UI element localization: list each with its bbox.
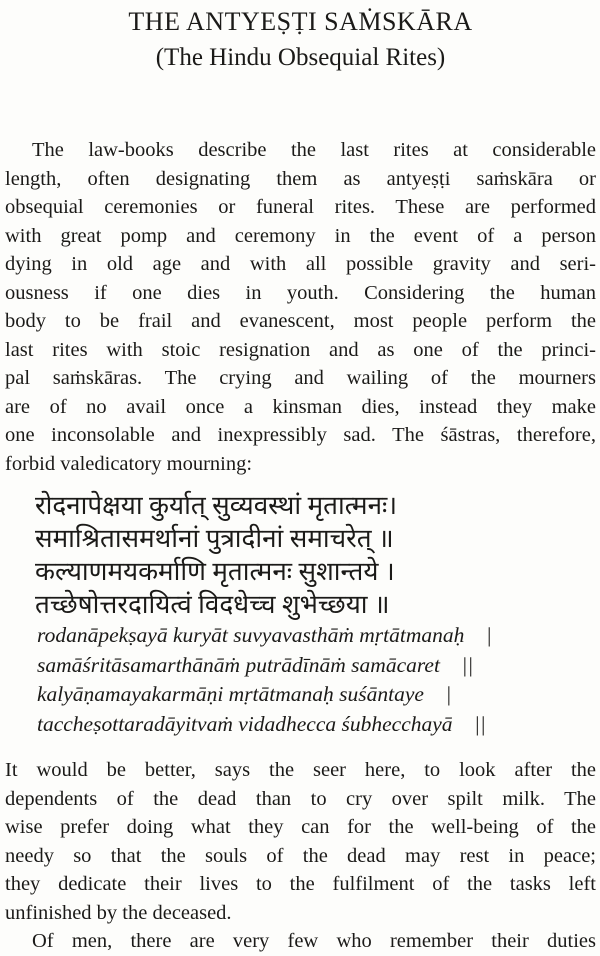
text-line: Of men, there are very few who remember their duties [32,930,596,952]
text-line: obsequial ceremonies or funeral rites. These are performed [5,196,596,218]
text-line: rodanāpekṣayā kuryāt suvyavasthāṁ mṛtātmanaḥ | [37,623,492,647]
text-line: unfinished by the deceased. [5,901,232,924]
text-line: body to be frail and evanescent, most people perform the [5,310,596,332]
text-line: समाश्रितासमर्थानां पुत्रादीनां समाचरेत् ॥ [35,524,394,553]
text-line: It would be better, says the seer here, to look after the [5,759,596,781]
page-title: THE ANTYEṢṬI SAṀSKĀRA [128,7,473,36]
text-line: dependents of the dead than to cry over spilt milk. The [5,787,596,810]
text-line: kalyāṇamayakarmāṇi mṛtātmanaḥ suśāntaye | [37,682,452,706]
text-line: wise prefer doing what they can for the well-being of the [5,816,596,838]
paragraph-intro [5,136,596,478]
text-line: length, often designating them as antyeṣṭi saṁskāra or [5,167,596,190]
text-line: they dedicate their lives to the fulfilment of the tasks left [5,873,596,895]
text-line: तच्छेषोत्तरदायित्वं विदधेच्च शुभेच्छया ॥ [35,590,390,619]
text-line: रोदनापेक्षया कुर्यात् सुव्यवस्थां मृतात्मनः। [35,491,398,520]
text-line: The law-books describe the last rites at considerable [32,139,596,161]
text-line: are of no avail once a kinsman dies, instead they make [5,395,596,418]
sanskrit-verse-devanagari [5,489,596,621]
text-line: needy so that the souls of the dead may rest in peace; [5,844,596,867]
text-line: dying in old age and with all possible gravity and seri- [5,253,596,275]
text-line: samāśritāsamarthānāṁ putrādīnāṁ samācaret || [37,652,474,677]
text-line: forbid valedicatory mourning: [5,452,253,475]
text-line: pal saṁskāras. The crying and wailing of the mourners [5,367,596,389]
text-line: taccheṣottaradāyitvaṁ vidadhecca śubhecchayā || [37,711,486,736]
paragraph-commentary [5,756,596,927]
text-line: last rites with stoic resignation and as one of the princi- [5,338,596,361]
page-subtitle: (The Hindu Obsequial Rites) [155,44,446,71]
text-line: one inconsolable and inexpressibly sad. The śāstras, therefore, [5,424,596,446]
text-line: ousness if one dies in youth. Considering the human [5,281,596,304]
text-line: with great pomp and ceremony in the event of a person [5,224,596,247]
text-line: कल्याणमयकर्माणि मृतात्मनः सुशान्तये । [35,557,395,586]
sanskrit-verse-transliteration [5,621,596,739]
paragraph-of-men [5,927,596,956]
